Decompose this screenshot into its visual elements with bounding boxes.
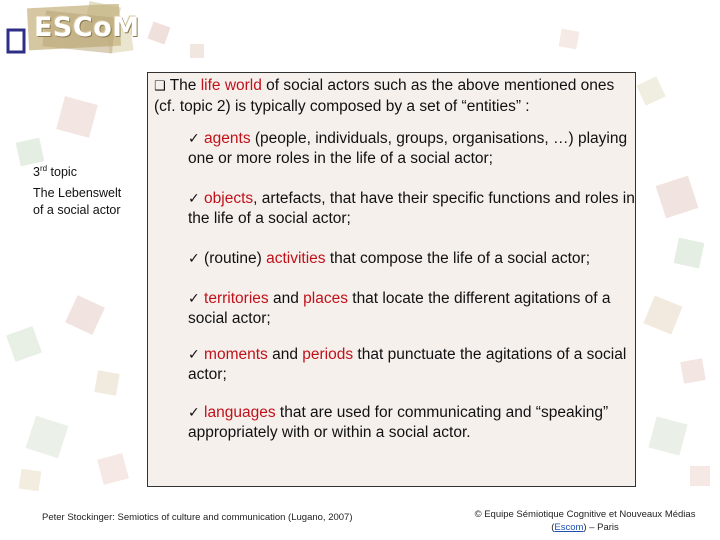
entity-text: that are used for communicating and “speaking” appropriately with or within a social actor. [188, 404, 609, 441]
entity-text: (people, individuals, groups, organisations, …) playing one or more roles in the life of a social actor; [188, 130, 628, 167]
entity-text: and [268, 290, 304, 307]
intro-suffix: of social actors such as the above mentioned ones (cf. topic 2) is typically composed by a set of “entities” : [154, 77, 615, 115]
entity-list-item [188, 129, 638, 169]
entity-keyword: territories [204, 290, 269, 307]
entity-list-item [188, 345, 638, 385]
intro-paragraph [154, 76, 632, 117]
intro-prefix: The [169, 77, 201, 94]
entity-text: (routine) [204, 250, 267, 267]
checkmark-icon: ✓ [188, 251, 200, 267]
entity-keyword: agents [204, 130, 251, 147]
footer-copyright [452, 508, 718, 534]
content-box [147, 72, 636, 487]
topic-word: topic [47, 165, 77, 180]
footer-paren-open: ( [551, 522, 555, 533]
entity-keyword: moments [204, 346, 268, 363]
square-bullet-icon: ❑ [154, 79, 166, 94]
entity-keyword: activities [266, 250, 326, 267]
escom-link[interactable]: Escom [554, 522, 584, 533]
entity-keyword: objects [204, 190, 254, 207]
checkmark-icon: ✓ [188, 291, 200, 307]
entity-keyword: languages [204, 404, 276, 421]
entity-text: and [267, 346, 303, 363]
checkmark-icon: ✓ [188, 131, 200, 147]
logo-text: ESCoM [34, 12, 140, 43]
entity-text: that punctuate the agitations of a social actor; [188, 346, 627, 383]
escom-logo [4, 4, 140, 60]
entity-text: that compose the life of a social actor; [325, 250, 591, 267]
topic-title: The Lebenswelt of a social actor [33, 186, 122, 217]
topic-ordinal: rd [39, 164, 48, 173]
entity-list-item [188, 189, 638, 229]
topic-number-label [33, 160, 77, 181]
checkmark-icon: ✓ [188, 405, 200, 421]
footer-paren-close: ) – Paris [583, 522, 619, 533]
topic-number: 3 [33, 165, 40, 180]
entity-text: that locate the different agitations of a social actor; [188, 290, 611, 327]
entity-list-item [188, 289, 638, 329]
entity-keyword: places [303, 290, 348, 307]
footer-copyright-line: © Equipe Sémiotique Cognitive et Nouveaux Médias [474, 509, 696, 520]
entity-keyword: periods [302, 346, 354, 363]
entity-text: , artefacts, that have their specific functions and roles in the life of a social actor; [188, 190, 635, 227]
intro-highlight: life world [200, 77, 262, 94]
footer-credit: Peter Stockinger: Semiotics of culture and communication (Lugano, 2007) [42, 512, 353, 523]
entity-list-item [188, 249, 638, 269]
entity-list-item [188, 403, 638, 443]
footer-location [452, 521, 718, 534]
checkmark-icon: ✓ [188, 347, 200, 363]
checkmark-icon: ✓ [188, 191, 200, 207]
